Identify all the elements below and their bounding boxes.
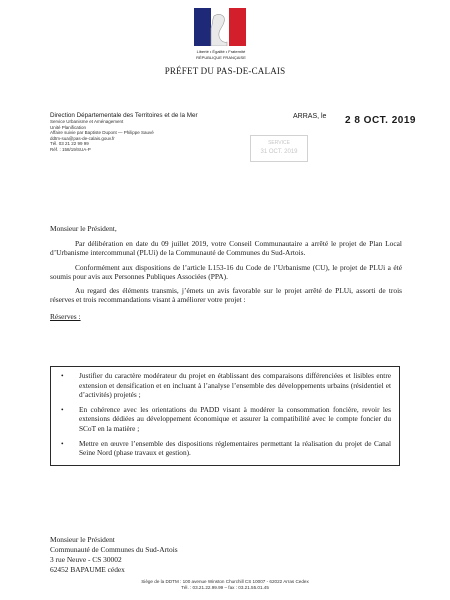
salutation: Monsieur le Président,	[50, 224, 117, 233]
sender-email: ddtm-sua@pas-de-calais.gouv.fr	[50, 135, 115, 141]
reserve-text: En cohérence avec les orientations du PADD visant à modérer la consommation foncière, revoir les extensions dédiées au développement économique et assurer la compatibilité avec le compte foncier du SCoT en la matière ;	[79, 404, 391, 433]
prefet-title: PRÉFET DU PAS-DE-CALAIS	[164, 66, 286, 76]
logo-country: RÉPUBLIQUE FRANÇAISE	[196, 55, 246, 60]
letter-date: 2 8 OCT. 2019	[345, 115, 416, 126]
paragraph: Conformément aux dispositions de l’article L153-16 du Code de l’Urbanisme (CU), le projet de PLUi a été soumis pour avis aux Personnes Publiques Associées (PPA).	[50, 262, 402, 281]
letter-body	[50, 224, 402, 328]
stamp-line-1: SERVICE	[268, 140, 290, 146]
reserves-title: Réserves :	[50, 312, 81, 322]
sender-phone: Tél. 03 21 22 99 99	[50, 141, 89, 147]
republique-logo	[190, 8, 252, 68]
reserve-item	[59, 439, 391, 458]
sender-service: Service Urbanisme et Aménagement	[50, 119, 124, 124]
reserves-box	[50, 366, 400, 466]
sender-unit: Unité Planification	[50, 124, 87, 130]
reserve-text: Mettre en œuvre l’ensemble des dispositions réglementaires permettant la réalisation du projet de Canal Seine Nord (phase travaux et gestion).	[79, 438, 391, 458]
logo-motto: Liberté • Égalité • Fraternité	[196, 49, 246, 54]
marianne-flag-icon	[194, 8, 246, 46]
addressee-organisation: Communauté de Communes du Sud-Artois	[50, 545, 178, 554]
reserve-item	[59, 371, 391, 400]
addressee-street: 3 rue Neuve - CS 30002	[50, 555, 122, 564]
bullet-icon: •	[61, 404, 64, 414]
bullet-icon: •	[61, 371, 64, 380]
bullet-icon: •	[61, 438, 64, 448]
sender-block	[50, 112, 270, 153]
addressee-name: Monsieur le Président	[50, 535, 115, 544]
addressee-city: 62452 BAPAUME cédex	[50, 565, 125, 574]
paragraph: Au regard des éléments transmis, j’émets un avis favorable sur le projet arrêté de PLUi, assorti de trois réserves et trois recommandations visant à améliorer votre projet :	[50, 286, 402, 305]
stamp-line-2: 31 OCT. 2019	[260, 149, 298, 155]
reserve-item	[59, 405, 391, 434]
paragraph: Par délibération en date du 09 juillet 2019, votre Conseil Communautaire a arrêté le projet de Plan Local d’Urbanisme intercommunal (PLUi) de la Communauté de Communes du Sud-Artois.	[50, 239, 402, 258]
reserve-text: Justifier du caractère modérateur du projet en établissant des comparaisons différenciées et lisibles entre extension et densification et en incluant à l’analyse l’ensemble des développements urbains (résidentiel et d’activités) projetés ;	[79, 371, 391, 400]
addressee-block	[50, 535, 178, 575]
received-stamp	[250, 135, 308, 162]
footer-address: Siège de la DDTM : 100 avenue Winston Churchill CS 10007 - 62022 Arras Cedex	[141, 579, 309, 584]
page-footer	[8, 579, 442, 592]
sender-direction: Direction Départementale des Territoires et de la Mer	[50, 112, 198, 119]
place-label: ARRAS, le	[293, 113, 327, 120]
sender-reference: Réf. : 158/19/SUA-P	[50, 146, 91, 152]
sender-contact: Affaire suivie par Baptiste Dupont — Philippe Sauvé	[50, 130, 154, 136]
footer-phone: Tél. : 03.21.22.99.99 – fax : 03.21.55.01.45	[181, 585, 269, 591]
